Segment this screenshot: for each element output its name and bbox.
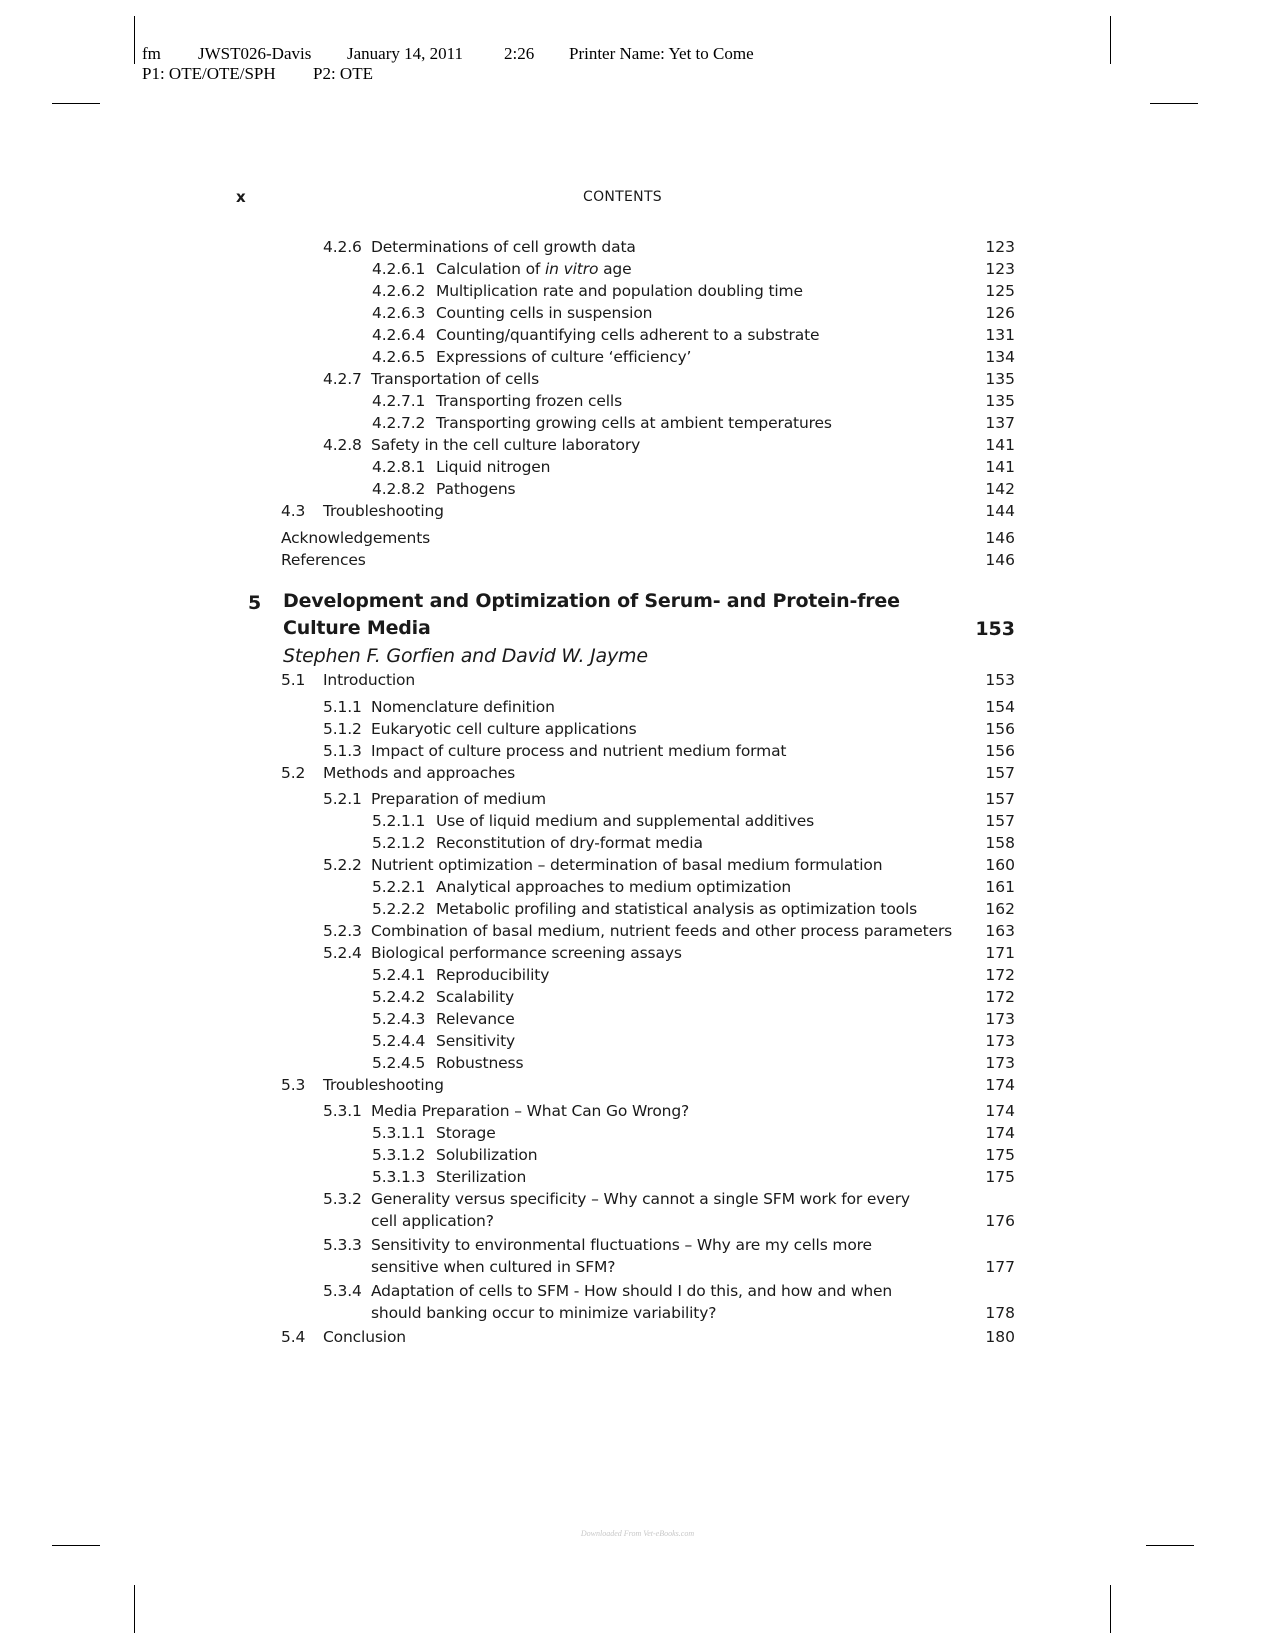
toc-entry-number: 5.2.1.1 xyxy=(372,812,426,830)
toc-entry-title: Scalability xyxy=(436,988,515,1006)
toc-entry-title: Counting cells in suspension xyxy=(436,304,653,322)
toc-entry-title: Analytical approaches to medium optimization xyxy=(436,878,792,896)
toc-entry xyxy=(323,719,637,739)
toc-entry-number: 4.2.6.2 xyxy=(372,282,426,300)
toc-entry-title: Safety in the cell culture laboratory xyxy=(371,436,641,454)
crop-mark xyxy=(1150,103,1198,104)
toc-entry xyxy=(323,741,786,761)
toc-entry xyxy=(372,1145,537,1165)
toc-entry xyxy=(372,347,691,367)
toc-entry-title: Relevance xyxy=(436,1010,515,1028)
toc-entry-number: 5.2.4.4 xyxy=(372,1032,426,1050)
toc-entry-page: 158 xyxy=(985,834,1015,852)
toc-entry-page: 142 xyxy=(985,480,1015,498)
toc-entry-title-continuation: should banking occur to minimize variability? xyxy=(371,1304,717,1322)
toc-entry xyxy=(372,811,814,831)
toc-entry-page: 157 xyxy=(985,790,1015,808)
toc-entry-page: 163 xyxy=(985,922,1015,940)
toc-entry-title: Reproducibility xyxy=(436,966,550,984)
toc-entry-page: 146 xyxy=(985,529,1015,547)
toc-entry-title: Reconstitution of dry-format media xyxy=(436,834,703,852)
toc-entry xyxy=(372,259,632,279)
toc-entry-title: Transporting frozen cells xyxy=(436,392,623,410)
toc-entry xyxy=(372,833,703,853)
chapter-page: 153 xyxy=(975,618,1015,640)
toc-entry-title: Sensitivity xyxy=(436,1032,516,1050)
toc-entry xyxy=(372,1167,526,1187)
slug-field: fm xyxy=(142,44,161,63)
toc-entry-title: Determinations of cell growth data xyxy=(371,238,636,256)
chapter-title: Culture Media xyxy=(283,617,431,639)
chapter-authors: Stephen F. Gorfien and David W. Jayme xyxy=(283,645,648,667)
toc-entry-number: 5.2.3 xyxy=(323,922,362,940)
toc-entry-page: 173 xyxy=(985,1010,1015,1028)
toc-entry-number: 5.3 xyxy=(281,1076,306,1094)
toc-entry xyxy=(372,1053,523,1073)
toc-entry-title: Methods and approaches xyxy=(323,764,516,782)
toc-entry-number: 5.2.2.1 xyxy=(372,878,426,896)
toc-entry xyxy=(281,1075,444,1095)
toc-entry xyxy=(323,1101,689,1121)
toc-entry-title: Biological performance screening assays xyxy=(371,944,682,962)
slug-field: 2:26 xyxy=(504,44,535,63)
toc-entry-page: 173 xyxy=(985,1054,1015,1072)
toc-entry-page: 141 xyxy=(985,458,1015,476)
toc-entry-number: 5.3.3 xyxy=(323,1236,362,1254)
toc-entry-title: Calculation of in vitro age xyxy=(436,260,632,278)
toc-entry-page: 123 xyxy=(985,238,1015,256)
toc-entry-number: 5.1 xyxy=(281,671,306,689)
toc-entry-number: 5.2.4.1 xyxy=(372,966,426,984)
toc-entry-page: 157 xyxy=(985,812,1015,830)
toc-entry xyxy=(372,325,819,345)
toc-entry-title: Sensitivity to environmental fluctuations – Why are my cells more xyxy=(371,1236,872,1254)
toc-entry xyxy=(323,369,539,389)
toc-entry-page: 137 xyxy=(985,414,1015,432)
toc-entry-page: 125 xyxy=(985,282,1015,300)
toc-entry xyxy=(323,921,952,941)
slug-field: P1: OTE/OTE/SPH xyxy=(142,64,276,83)
toc-entry-title: Transportation of cells xyxy=(371,370,540,388)
toc-entry-page: 123 xyxy=(985,260,1015,278)
toc-entry-number: 5.3.1 xyxy=(323,1102,362,1120)
toc-entry-page: 178 xyxy=(985,1304,1015,1322)
slug-field: JWST026-Davis xyxy=(198,44,312,63)
toc-entry xyxy=(281,550,366,570)
crop-mark xyxy=(52,1545,100,1546)
toc-entry-page: 156 xyxy=(985,720,1015,738)
toc-entry-title: Solubilization xyxy=(436,1146,538,1164)
toc-entry-page: 134 xyxy=(985,348,1015,366)
toc-entry xyxy=(372,303,652,323)
toc-entry xyxy=(323,435,640,455)
toc-entry xyxy=(372,391,622,411)
toc-entry-title: Combination of basal medium, nutrient feeds and other process parameters xyxy=(371,922,953,940)
toc-entry-page: 175 xyxy=(985,1146,1015,1164)
toc-entry-number: 5.2.1.2 xyxy=(372,834,426,852)
toc-entry xyxy=(323,1281,892,1301)
toc-entry-page: 174 xyxy=(985,1102,1015,1120)
toc-entry-page: 144 xyxy=(985,502,1015,520)
toc-entry-title: Counting/quantifying cells adherent to a substrate xyxy=(436,326,820,344)
toc-entry-page: 131 xyxy=(985,326,1015,344)
toc-entry xyxy=(281,763,515,783)
toc-entry xyxy=(323,789,546,809)
toc-entry-title: Generality versus specificity – Why cannot a single SFM work for every xyxy=(371,1190,910,1208)
toc-entry xyxy=(372,877,791,897)
toc-entry-title: Liquid nitrogen xyxy=(436,458,551,476)
crop-mark xyxy=(134,1585,135,1633)
toc-entry xyxy=(323,697,555,717)
toc-entry-page: 160 xyxy=(985,856,1015,874)
crop-mark xyxy=(1110,1585,1111,1633)
toc-entry-title-continuation: sensitive when cultured in SFM? xyxy=(371,1258,616,1276)
toc-entry xyxy=(323,1235,872,1255)
toc-entry-page: 174 xyxy=(985,1076,1015,1094)
toc-entry xyxy=(372,457,550,477)
toc-entry-title: Sterilization xyxy=(436,1168,527,1186)
toc-entry-page: 176 xyxy=(985,1212,1015,1230)
toc-entry-page: 172 xyxy=(985,966,1015,984)
toc-entry-number: 4.2.6.1 xyxy=(372,260,426,278)
toc-entry-number: 4.2.6 xyxy=(323,238,362,256)
toc-entry-title: Troubleshooting xyxy=(323,502,444,520)
toc-entry xyxy=(372,413,832,433)
toc-entry xyxy=(372,281,803,301)
toc-entry-title: Acknowledgements xyxy=(281,529,431,547)
watermark: Downloaded From Vet-eBooks.com xyxy=(580,1529,695,1538)
chapter-number: 5 xyxy=(248,592,262,614)
toc-entry-title: Storage xyxy=(436,1124,496,1142)
toc-entry-number: 4.2.7 xyxy=(323,370,362,388)
toc-entry-title: Adaptation of cells to SFM - How should I do this, and how and when xyxy=(371,1282,893,1300)
toc-entry-title: Eukaryotic cell culture applications xyxy=(371,720,637,738)
toc-entry-page: 171 xyxy=(985,944,1015,962)
toc-entry xyxy=(281,1327,406,1347)
toc-entry-number: 4.2.8.1 xyxy=(372,458,426,476)
toc-entry-number: 5.2.2 xyxy=(323,856,362,874)
toc-entry-title: Pathogens xyxy=(436,480,516,498)
toc-entry-page: 153 xyxy=(985,671,1015,689)
toc-entry-page: 156 xyxy=(985,742,1015,760)
crop-mark xyxy=(1110,16,1111,64)
slug-field: Printer Name: Yet to Come xyxy=(569,44,754,63)
toc-entry-number: 4.2.6.3 xyxy=(372,304,426,322)
toc-entry-title: Robustness xyxy=(436,1054,524,1072)
toc-entry-number: 4.2.7.2 xyxy=(372,414,426,432)
toc-entry-number: 5.3.4 xyxy=(323,1282,362,1300)
slug-field: January 14, 2011 xyxy=(347,44,463,63)
toc-entry xyxy=(372,1009,515,1029)
toc-entry-number: 5.3.1.3 xyxy=(372,1168,426,1186)
toc-entry-page: 154 xyxy=(985,698,1015,716)
toc-entry-title: Nomenclature definition xyxy=(371,698,555,716)
toc-entry-number: 5.1.1 xyxy=(323,698,362,716)
toc-entry-number: 5.1.2 xyxy=(323,720,362,738)
toc-entry-title-continuation: cell application? xyxy=(371,1212,494,1230)
toc-entry-number: 5.2.4 xyxy=(323,944,362,962)
toc-entry-title: Nutrient optimization – determination of basal medium formulation xyxy=(371,856,883,874)
toc-entry xyxy=(281,528,430,548)
toc-entry-page: 174 xyxy=(985,1124,1015,1142)
toc-entry xyxy=(372,479,515,499)
toc-entry-number: 5.4 xyxy=(281,1328,306,1346)
toc-entry xyxy=(372,1123,496,1143)
toc-entry-number: 4.2.6.5 xyxy=(372,348,426,366)
toc-entry-number: 5.3.1.2 xyxy=(372,1146,426,1164)
toc-entry-page: 135 xyxy=(985,370,1015,388)
toc-entry-number: 5.2.4.3 xyxy=(372,1010,426,1028)
toc-entry-page: 135 xyxy=(985,392,1015,410)
toc-entry-number: 5.2 xyxy=(281,764,306,782)
toc-entry-number: 4.2.8 xyxy=(323,436,362,454)
toc-entry xyxy=(372,987,514,1007)
toc-entry-number: 4.2.7.1 xyxy=(372,392,426,410)
toc-entry-number: 5.2.2.2 xyxy=(372,900,426,918)
toc-entry-page: 146 xyxy=(985,551,1015,569)
toc-entry-page: 172 xyxy=(985,988,1015,1006)
crop-mark xyxy=(1146,1545,1194,1546)
toc-entry-page: 175 xyxy=(985,1168,1015,1186)
toc-entry-title: Media Preparation – What Can Go Wrong? xyxy=(371,1102,690,1120)
toc-entry xyxy=(323,943,682,963)
toc-entry-page: 161 xyxy=(985,878,1015,896)
toc-entry-page: 173 xyxy=(985,1032,1015,1050)
toc-entry-number: 5.2.4.2 xyxy=(372,988,426,1006)
toc-entry-title: Preparation of medium xyxy=(371,790,546,808)
toc-entry xyxy=(372,1031,515,1051)
page-folio: x xyxy=(236,188,246,206)
toc-entry-number: 4.2.6.4 xyxy=(372,326,426,344)
toc-entry-title: Introduction xyxy=(323,671,416,689)
chapter-title: Development and Optimization of Serum- and Protein-free xyxy=(283,590,900,612)
toc-entry-title: Use of liquid medium and supplemental additives xyxy=(436,812,815,830)
toc-entry-title: Transporting growing cells at ambient temperatures xyxy=(436,414,832,432)
toc-entry-title: Metabolic profiling and statistical analysis as optimization tools xyxy=(436,900,918,918)
toc-entry-title: Expressions of culture ‘efficiency’ xyxy=(436,348,692,366)
running-head-title: CONTENTS xyxy=(583,189,662,205)
toc-entry-page: 141 xyxy=(985,436,1015,454)
slug-field: P2: OTE xyxy=(313,64,373,83)
toc-entry-number: 5.3.2 xyxy=(323,1190,362,1208)
toc-entry xyxy=(323,855,882,875)
toc-entry-number: 5.2.1 xyxy=(323,790,362,808)
toc-entry-number: 4.3 xyxy=(281,502,306,520)
toc-entry-title: References xyxy=(281,551,366,569)
toc-entry-page: 162 xyxy=(985,900,1015,918)
toc-entry-number: 4.2.8.2 xyxy=(372,480,426,498)
toc-entry-title: Impact of culture process and nutrient medium format xyxy=(371,742,787,760)
toc-entry xyxy=(281,501,444,521)
toc-entry xyxy=(372,965,549,985)
toc-entry-title: Multiplication rate and population doubling time xyxy=(436,282,803,300)
toc-entry-title: Troubleshooting xyxy=(323,1076,444,1094)
toc-entry-title: Conclusion xyxy=(323,1328,406,1346)
toc-entry-page: 157 xyxy=(985,764,1015,782)
toc-entry-page: 180 xyxy=(985,1328,1015,1346)
toc-entry-page: 126 xyxy=(985,304,1015,322)
toc-entry-page: 177 xyxy=(985,1258,1015,1276)
toc-entry-number: 5.1.3 xyxy=(323,742,362,760)
toc-entry-number: 5.3.1.1 xyxy=(372,1124,426,1142)
toc-entry xyxy=(372,899,917,919)
toc-entry xyxy=(281,670,415,690)
toc-entry xyxy=(323,1189,910,1209)
toc-entry-number: 5.2.4.5 xyxy=(372,1054,426,1072)
toc-entry xyxy=(323,237,636,257)
crop-mark xyxy=(52,103,100,104)
crop-mark xyxy=(134,16,135,64)
